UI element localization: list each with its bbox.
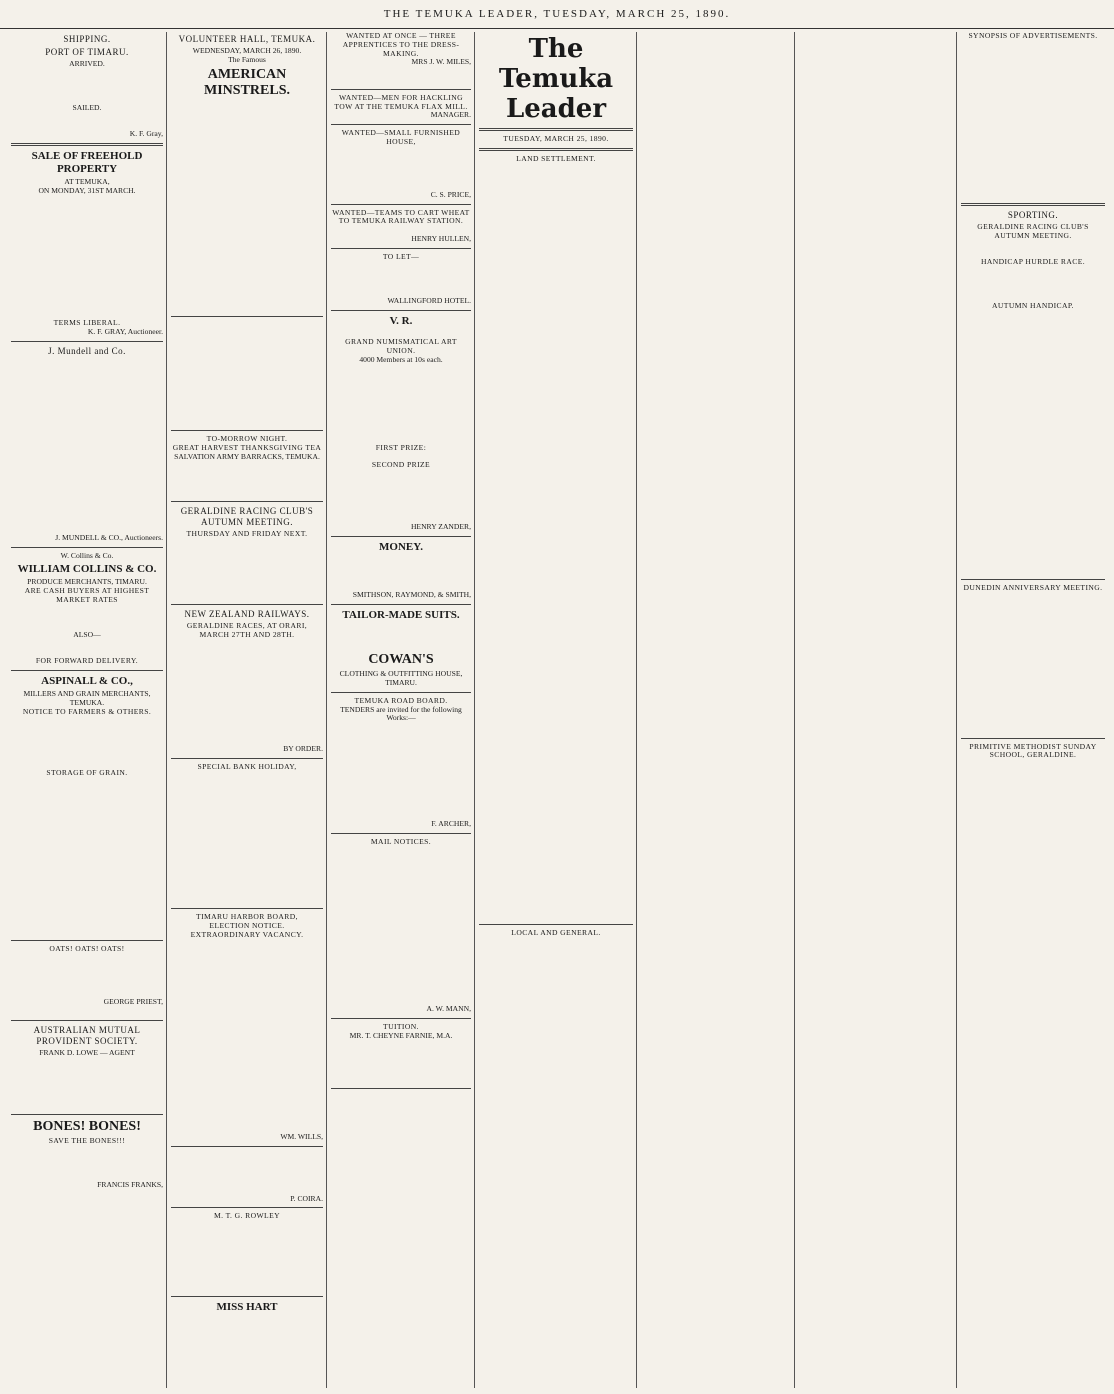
local-text-continued: [641, 32, 791, 1378]
sale-heading: SALE OF FREEHOLD PROPERTY: [31, 150, 143, 176]
zander-signature: HENRY ZANDER,: [410, 522, 471, 532]
port-heading: PORT OF TIMARU.: [45, 47, 129, 57]
local-heading: LOCAL AND GENERAL.: [511, 928, 601, 938]
mail-text: [331, 847, 471, 1005]
synopsis-text: [961, 41, 1105, 199]
mail-heading: MAIL NOTICES.: [370, 836, 432, 846]
money-heading: MONEY.: [379, 540, 423, 553]
bones-signature: FRANCIS FRANKS,: [97, 1180, 163, 1190]
price-signature: C. S. PRICE,: [430, 189, 471, 199]
first-prize: FIRST PRIZE:: [375, 442, 427, 452]
road-text: [331, 723, 471, 820]
art-union-members: 4000 Members at 10s each.: [359, 354, 443, 364]
amp-text: [11, 1058, 163, 1111]
methodist-heading: PRIMITIVE METHODIST SUNDAY SCHOOL, GERALDINE.: [969, 741, 1097, 760]
vacancy-heading: EXTRAORDINARY VACANCY.: [190, 929, 304, 939]
hart-heading: MISS HART: [216, 1300, 278, 1313]
column-6: [796, 32, 956, 1388]
arrived-label: ARRIVED.: [69, 59, 105, 68]
miles-address: [331, 67, 471, 85]
racing-heading: GERALDINE RACING CLUB'S AUTUMN MEETING.: [180, 505, 314, 527]
dunedin-text: [961, 593, 1105, 734]
page-masthead: THE TEMUKA LEADER, TUESDAY, MARCH 25, 1890.: [0, 0, 1114, 29]
newspaper-title: The Temuka Leader: [498, 34, 614, 124]
election-heading: ELECTION NOTICE.: [209, 920, 285, 930]
sailed-label: SAILED.: [72, 102, 102, 112]
aspinall-heading: ASPINALL & CO.,: [41, 675, 133, 688]
collins-heading: WILLIAM COLLINS & CO.: [17, 563, 157, 576]
terms-text: TERMS LIBERAL.: [53, 317, 121, 327]
tuition-text: [331, 1040, 471, 1084]
manager-signature: MANAGER.: [430, 110, 471, 120]
collins-subheading: PRODUCE MERCHANTS, TIMARU.: [27, 577, 147, 587]
bones-subheading: SAVE THE BONES!!!: [48, 1136, 126, 1146]
editorial-date: TUESDAY, MARCH 25, 1890.: [503, 134, 609, 143]
road-board-heading: TEMUKA ROAD BOARD.: [354, 695, 448, 705]
amp-agent: FRANK D. LOWE — AGENT: [39, 1047, 135, 1057]
art-union-text: [331, 365, 471, 444]
local-text-column-6: [799, 32, 953, 1388]
wanted-teams: WANTED—TEAMS TO CART WHEAT TO TEMUKA RAILWAY STATION.: [332, 207, 470, 226]
also-label: ALSO—: [73, 629, 101, 639]
column-3: [328, 32, 474, 1388]
autumn-heading: AUTUMN HANDICAP.: [992, 301, 1074, 311]
tolet-heading: TO LET—: [382, 251, 420, 261]
sale-place: AT TEMUKA,: [64, 177, 110, 187]
column-4: [476, 32, 636, 1388]
editorial-heading: LAND SETTLEMENT.: [516, 153, 596, 163]
ship-arrivals: [11, 69, 163, 104]
cowan-subheading: CLOTHING & OUTFITTING HOUSE, TIMARU.: [339, 669, 463, 688]
aspinall-subheading: MILLERS AND GRAIN MERCHANTS, TEMUKA.: [23, 689, 151, 707]
methodist-text: [961, 760, 1105, 1323]
cash-buyers: ARE CASH BUYERS AT HIGHEST MARKET RATES: [24, 585, 150, 604]
mundell-heading: J. Mundell and Co.: [48, 345, 126, 356]
harvest-heading: GREAT HARVEST THANKSGIVING TEA: [172, 443, 322, 453]
tomorrow-heading: TO-MORROW NIGHT.: [206, 434, 288, 444]
priest-address: [11, 1007, 163, 1016]
column-1: [8, 32, 166, 1388]
farnie-heading: MR. T. CHEYNE FARNIE, M.A.: [349, 1030, 453, 1040]
art-union-heading: GRAND NUMISMATICAL ART UNION.: [345, 337, 457, 356]
miles-signature: MRS J. W. MILES,: [411, 57, 471, 67]
by-order: BY ORDER.: [283, 744, 323, 754]
hart-text: [171, 1316, 323, 1360]
shipping-heading: SHIPPING.: [63, 34, 111, 44]
wanted-dressmaking: WANTED AT ONCE — THREE APPRENTICES TO THE DRESS-MAKING.: [342, 32, 460, 58]
ratepayers-text: [171, 321, 323, 427]
minstrels-text: [171, 101, 323, 312]
sale-signature: K. F. GRAY, Auctioneer.: [87, 326, 163, 336]
second-prize-text: [331, 470, 471, 523]
house-text: [331, 147, 471, 191]
racing-entries: [961, 311, 1105, 575]
vr-heading: V. R.: [389, 314, 413, 327]
tenders-text: [11, 359, 163, 535]
column-rule: [794, 32, 795, 1388]
coira-text: [171, 1151, 323, 1195]
railways-subheading: GERALDINE RACES, AT ORARI, MARCH 27TH AND 28TH.: [186, 621, 308, 640]
notice-farmers: NOTICE TO FARMERS & OTHERS.: [22, 706, 152, 716]
local-text: [479, 938, 633, 1290]
coira-signature: P. COIRA.: [290, 1193, 323, 1203]
column-5: [638, 32, 794, 1388]
tailor-text: [331, 624, 471, 650]
amp-heading: AUSTRALIAN MUTUAL PROVIDENT SOCIETY.: [33, 1024, 141, 1046]
tuition-heading: TUITION.: [383, 1021, 419, 1031]
hurdle-heading: HANDICAP HURDLE RACE.: [980, 257, 1086, 267]
grc-heading: GERALDINE RACING CLUB'S AUTUMN MEETING.: [977, 222, 1089, 240]
storage-text: [11, 778, 163, 936]
bones-text: [11, 1146, 163, 1181]
oats-heading: OATS! OATS! OATS!: [49, 944, 125, 954]
harbour-heading: TIMARU HARBOR BOARD,: [196, 911, 298, 921]
rowley-text: [171, 1221, 323, 1291]
tolet-text: [331, 262, 471, 297]
ship-departures: [11, 113, 163, 131]
road-tenders: TENDERS are invited for the following Works:—: [340, 704, 462, 723]
column-rule: [326, 32, 327, 1388]
money-text: [331, 556, 471, 591]
hall-date: WEDNESDAY, MARCH 26, 1890.: [192, 46, 302, 55]
collins-small: W. Collins & Co.: [60, 551, 114, 561]
editorial-text: [479, 164, 633, 921]
hall-heading: VOLUNTEER HALL, TEMUKA.: [178, 34, 316, 44]
election-text: [171, 939, 323, 1133]
hurdle-entries: [961, 267, 1105, 302]
tailor-heading: TAILOR-MADE SUITS.: [342, 608, 460, 621]
sale-date: ON MONDAY, 31ST MARCH.: [38, 185, 136, 195]
column-rule: [474, 32, 475, 1388]
famous-label: The Famous: [228, 54, 266, 64]
archer-signature: F. ARCHER,: [431, 818, 471, 828]
mann-signature: A. W. MANN,: [426, 1003, 471, 1013]
column-2: [168, 32, 326, 1388]
dairy-text: [331, 1093, 471, 1269]
minstrels-heading: AMERICAN MINSTRELS.: [204, 66, 290, 98]
collins-text: [11, 604, 163, 630]
column-rule: [636, 32, 637, 1388]
collins-text-2: [11, 640, 163, 658]
synopsis-heading: SYNOPSIS OF ADVERTISEMENTS.: [968, 32, 1098, 40]
bank-holiday-text: [171, 772, 323, 904]
sale-text: [11, 196, 163, 319]
grc-text: [961, 241, 1105, 259]
storage-heading: STORAGE OF GRAIN.: [46, 768, 128, 778]
smithson-signature: SMITHSON, RAYMOND, & SMITH,: [352, 590, 471, 600]
column-rule: [166, 32, 167, 1388]
wallingford-signature: WALLINGFORD HOTEL.: [387, 295, 471, 305]
aspinall-text: [11, 716, 163, 769]
cowan-heading: COWAN'S: [368, 652, 434, 668]
hullen-signature: HENRY HULLEN,: [411, 233, 471, 243]
bones-heading: BONES! BONES!: [33, 1119, 141, 1135]
dunedin-heading: DUNEDIN ANNIVERSARY MEETING.: [963, 583, 1103, 593]
racing-text: [171, 539, 323, 601]
priest-signature: GEORGE PRIEST,: [103, 997, 163, 1007]
oats-text: [11, 954, 163, 998]
railways-heading: NEW ZEALAND RAILWAYS.: [184, 609, 310, 620]
harvest-subheading: SALVATION ARMY BARRACKS, TEMUKA.: [174, 451, 320, 461]
second-prize: SECOND PRIZE: [371, 460, 431, 470]
rowley-heading: M. T. G. ROWLEY: [213, 1211, 281, 1221]
column-7: [958, 32, 1108, 1388]
wanted-house: WANTED—SMALL FURNISHED HOUSE,: [341, 128, 461, 146]
column-rule: [956, 32, 957, 1388]
railways-text: [171, 640, 323, 746]
racing-days: THURSDAY AND FRIDAY NEXT.: [186, 528, 308, 538]
harvest-text: [171, 462, 323, 497]
agent-name: K. F. Gray,: [129, 129, 163, 139]
sporting-heading: SPORTING.: [1007, 210, 1059, 221]
bank-holiday-heading: SPECIAL BANK HOLIDAY,: [197, 762, 297, 772]
wills-signature: WM. WILLS,: [280, 1131, 323, 1141]
tenders-signature: J. MUNDELL & CO., Auctioneers.: [55, 533, 163, 543]
wanted-hackling: WANTED—MEN FOR HACKLING TOW AT THE TEMUKA FLAX MILL.: [334, 92, 468, 111]
forward-delivery: FOR FORWARD DELIVERY.: [35, 656, 139, 666]
